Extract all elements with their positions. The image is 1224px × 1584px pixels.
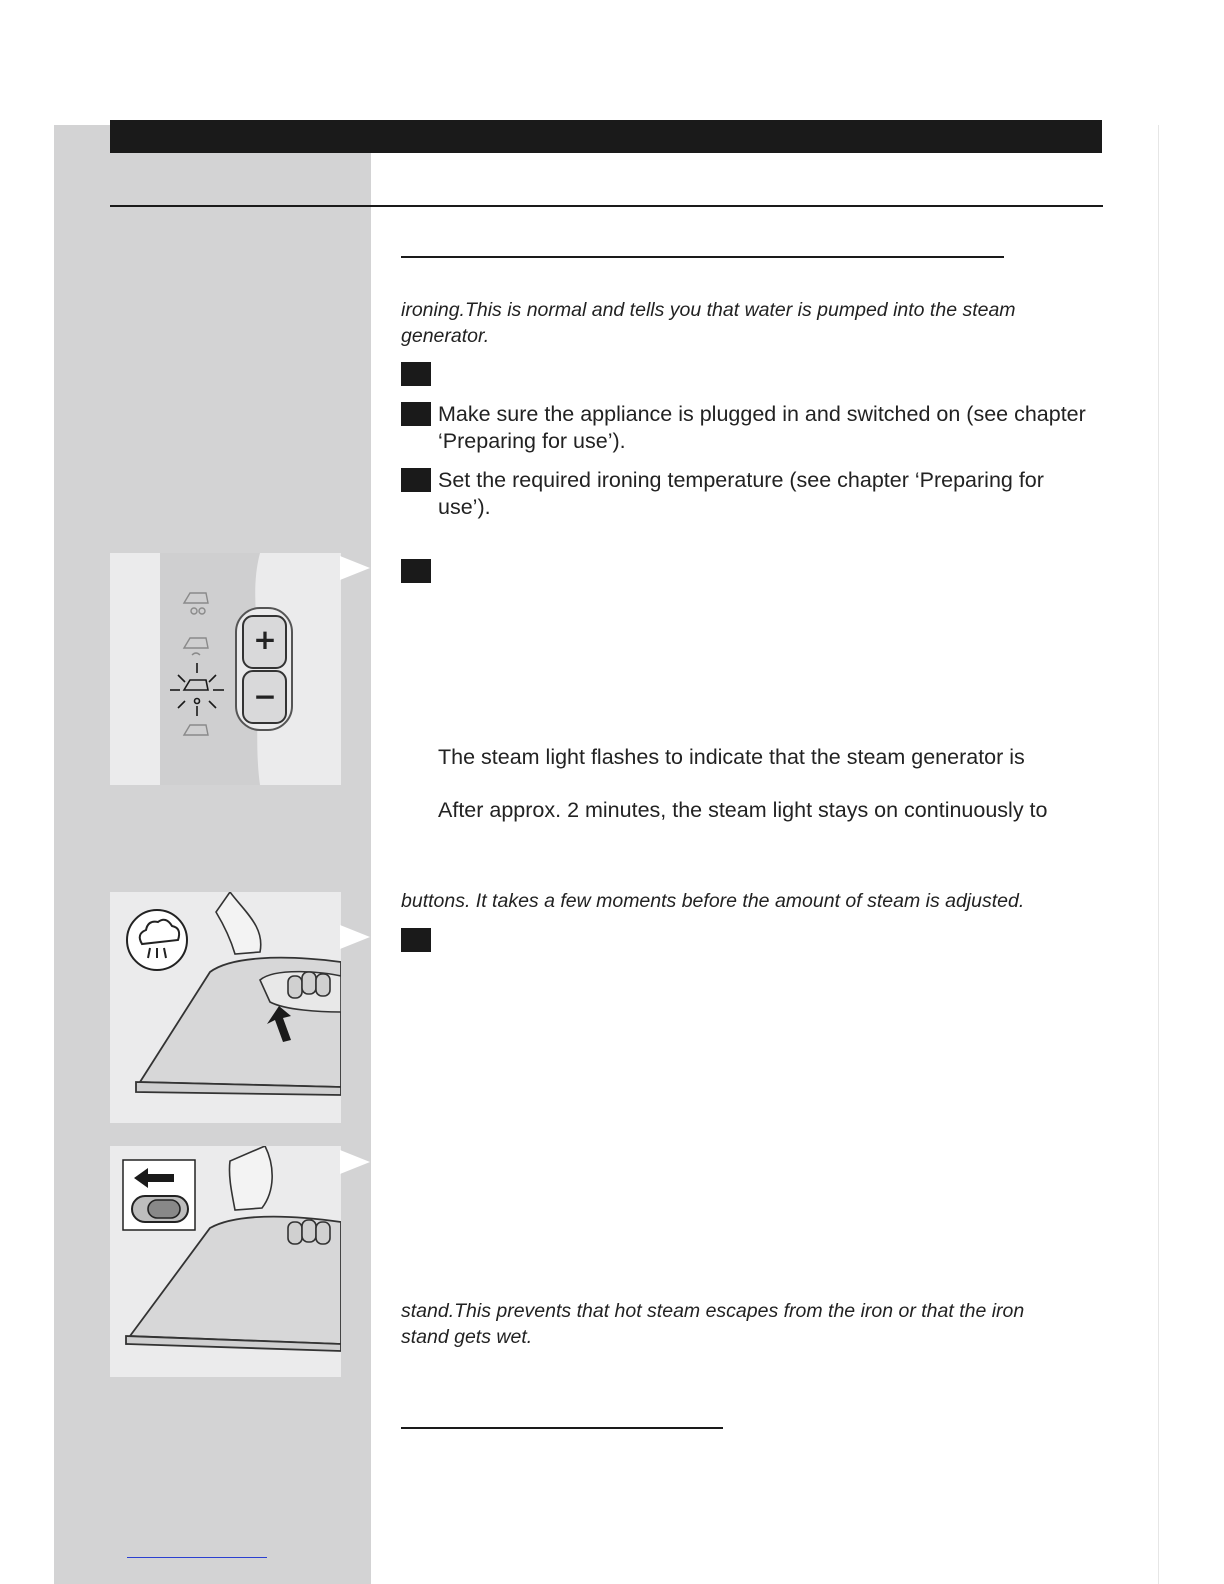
- pump-note-line1: ironing.This is normal and tells you that water is pumped into the steam: [401, 299, 1016, 321]
- header-rule: [110, 205, 1103, 207]
- callout-pointer: [340, 925, 370, 949]
- step-marker: [401, 559, 431, 583]
- svg-text:−: −: [253, 680, 277, 713]
- step-marker: [401, 928, 431, 952]
- step2-line1: Make sure the appliance is plugged in and switched on (see chapter: [438, 402, 1086, 426]
- page-edge-rule: [1158, 125, 1159, 1584]
- step-marker: [401, 468, 431, 492]
- stand-note-line2: stand gets wet.: [401, 1326, 533, 1348]
- svg-text:+: +: [253, 623, 277, 656]
- callout-pointer: [340, 1150, 370, 1174]
- pump-note-line2: generator.: [401, 325, 490, 347]
- step2-line2: ‘Preparing for use’).: [438, 429, 626, 453]
- stand-note-line1: stand.This prevents that hot steam escapes from the iron or that the iron: [401, 1300, 1025, 1322]
- lock-slider-icon: [132, 1196, 188, 1222]
- steam-amount-note: buttons. It takes a few moments before the amount of steam is adjusted.: [401, 890, 1025, 912]
- step3-line2: use’).: [438, 495, 491, 519]
- steam-light-flash-text: The steam light flashes to indicate that the steam generator is: [438, 745, 1025, 769]
- section-rule: [401, 1427, 723, 1429]
- section-rule: [401, 256, 1004, 258]
- pump-note: [401, 297, 1091, 349]
- steam-cloud-icon: [127, 910, 187, 970]
- control-panel-illustration: [110, 553, 341, 785]
- chapter-header-bar: [110, 120, 1102, 153]
- step-instruction: [438, 401, 1098, 455]
- step-marker: [401, 362, 431, 386]
- step3-line1: Set the required ironing temperature (see chapter ‘Preparing for: [438, 468, 1044, 492]
- stand-note: [401, 1298, 1091, 1350]
- steam-trigger-illustration: [110, 892, 341, 1123]
- lock-slider-illustration: [110, 1146, 341, 1377]
- step-instruction: [438, 467, 1098, 521]
- step-marker: [401, 402, 431, 426]
- callout-pointer: [340, 556, 370, 580]
- footer-link[interactable]: [127, 1557, 267, 1558]
- iron-steam-level-icon: [110, 553, 341, 785]
- steam-light-continuous-text: After approx. 2 minutes, the steam light stays on continuously to: [438, 798, 1048, 822]
